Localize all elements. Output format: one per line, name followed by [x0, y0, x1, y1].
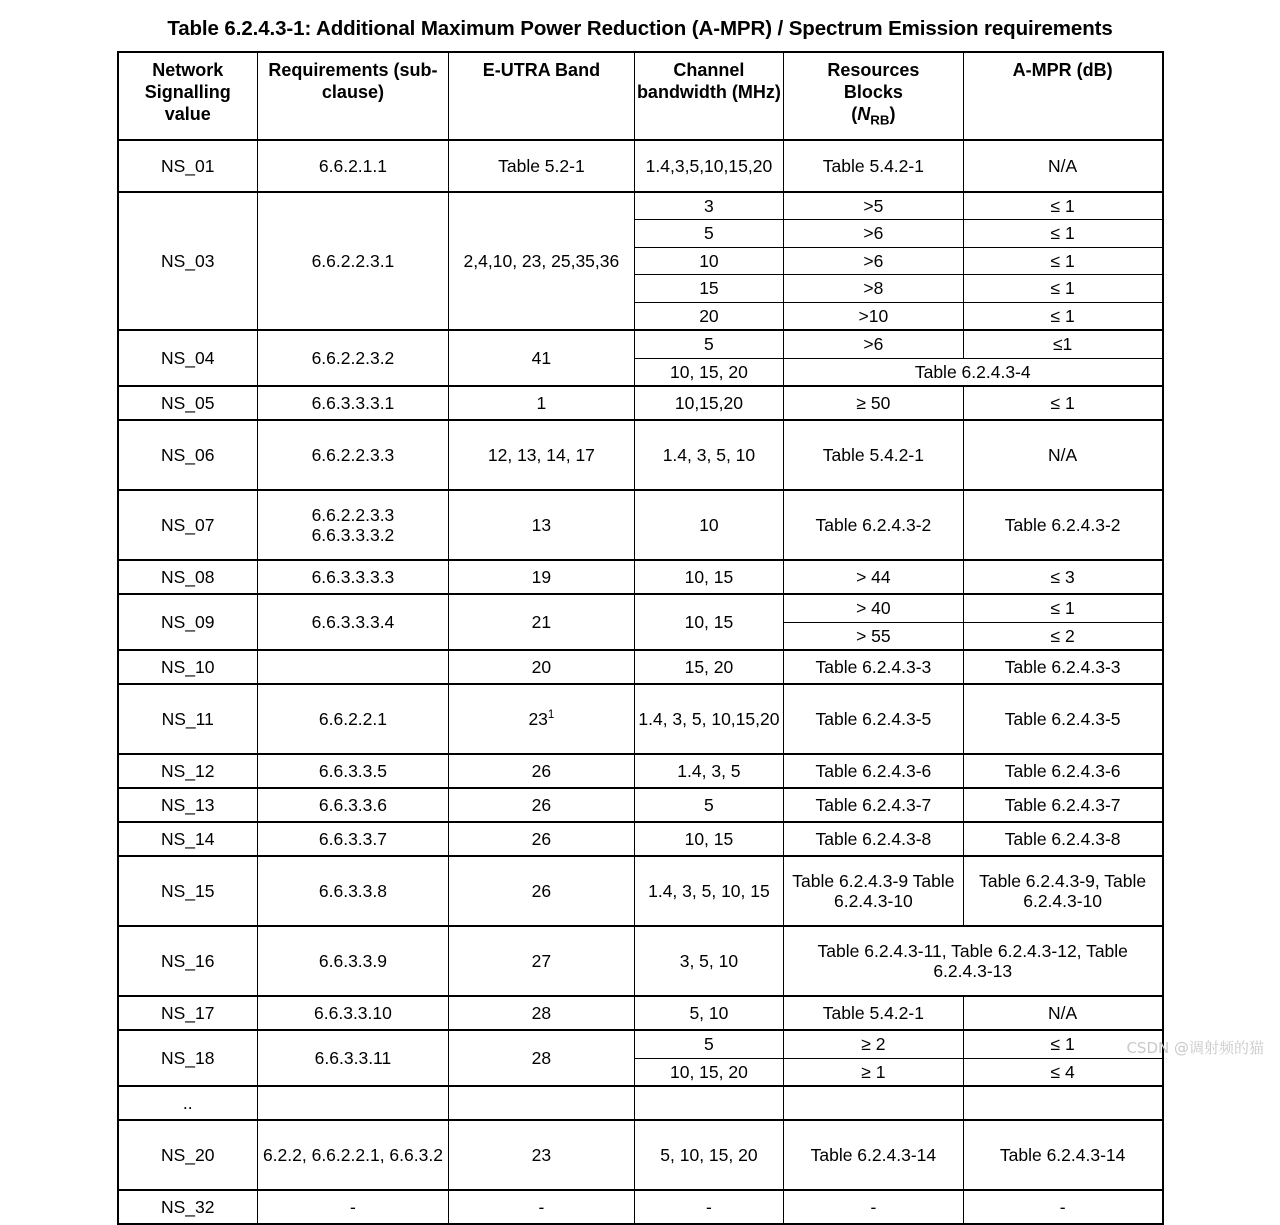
cell-eutra-band: 21	[448, 594, 634, 650]
cell-eutra-band: -	[448, 1190, 634, 1224]
table-caption: Table 6.2.4.3-1: Additional Maximum Power Reduction (A-MPR) / Spectrum Emission requirements	[167, 17, 1113, 40]
cell-requirements-subclause	[257, 650, 448, 684]
cell-channel-bandwidth: 5, 10	[634, 996, 783, 1030]
watermark: CSDN @调射频的猫	[1126, 1039, 1264, 1057]
cell-ampr: N/A	[963, 996, 1162, 1030]
cell-network-signalling-value: NS_06	[118, 420, 258, 490]
cell-network-signalling-value: NS_14	[118, 822, 258, 856]
cell-channel-bandwidth: 1.4, 3, 5	[634, 754, 783, 788]
table-row	[118, 788, 1163, 822]
cell-requirements-subclause: 6.6.3.3.11	[257, 1030, 448, 1086]
cell-resource-blocks: >6	[783, 247, 963, 274]
cell-ampr: ≤ 1	[963, 594, 1162, 622]
cell-eutra-band: 12, 13, 14, 17	[448, 420, 634, 490]
cell-channel-bandwidth: 1.4, 3, 5, 10	[634, 420, 783, 490]
cell-requirements-subclause: 6.2.2, 6.6.2.2.1, 6.6.3.2	[257, 1120, 448, 1190]
cell-requirements-subclause: 6.6.3.3.6	[257, 788, 448, 822]
cell-resource-blocks: >6	[783, 330, 963, 358]
cell-resource-blocks: > 40	[783, 594, 963, 622]
cell-network-signalling-value: NS_20	[118, 1120, 258, 1190]
cell-requirements-subclause	[257, 1086, 448, 1120]
cell-eutra-band: 13	[448, 490, 634, 560]
table-header	[118, 52, 1163, 140]
cell-resource-blocks: -	[783, 1190, 963, 1224]
cell-network-signalling-value: NS_18	[118, 1030, 258, 1086]
cell-requirements-subclause: 6.6.2.2.3.3	[257, 420, 448, 490]
resource-blocks-symbol: $(N_{RB})$	[851, 103, 896, 128]
cell-channel-bandwidth: -	[634, 1190, 783, 1224]
cell-ampr: ≤1	[963, 330, 1162, 358]
table-row	[118, 1030, 1163, 1058]
cell-channel-bandwidth: 10,15,20	[634, 386, 783, 420]
table-row	[118, 1190, 1163, 1224]
cell-eutra-band: 2,4,10, 23, 25,35,36	[448, 192, 634, 330]
cell-channel-bandwidth: 5	[634, 1030, 783, 1058]
header-row	[118, 52, 1163, 140]
table-row	[118, 822, 1163, 856]
cell-ampr: Table 6.2.4.3-6	[963, 754, 1162, 788]
cell-ampr: ≤ 1	[963, 275, 1162, 302]
table-row	[118, 926, 1163, 996]
table-body	[118, 140, 1163, 1224]
table-row	[118, 386, 1163, 420]
table-row	[118, 1120, 1163, 1190]
cell-resource-blocks: Table 5.4.2-1	[783, 140, 963, 192]
cell-eutra-band: 19	[448, 560, 634, 594]
cell-network-signalling-value: NS_07	[118, 490, 258, 560]
table-container	[117, 51, 1164, 1225]
cell-eutra-band: 23$^1$	[448, 684, 634, 754]
cell-requirements-subclause: 6.6.3.3.8	[257, 856, 448, 926]
cell-network-signalling-value: NS_17	[118, 996, 258, 1030]
cell-network-signalling-value: NS_32	[118, 1190, 258, 1224]
cell-resource-blocks: Table 6.2.4.3-14	[783, 1120, 963, 1190]
cell-network-signalling-value: ..	[118, 1086, 258, 1120]
cell-resource-blocks-ampr-merged: Table 6.2.4.3-4	[783, 358, 1162, 386]
resource-blocks-line2: Blocks	[843, 81, 903, 102]
cell-channel-bandwidth	[634, 1086, 783, 1120]
cell-resource-blocks: ≥ 50	[783, 386, 963, 420]
cell-eutra-band: 26	[448, 754, 634, 788]
cell-channel-bandwidth: 10, 15	[634, 594, 783, 650]
cell-resource-blocks: >6	[783, 220, 963, 247]
cell-eutra-band: 28	[448, 996, 634, 1030]
cell-requirements-subclause: 6.6.2.2.3.3 6.6.3.3.3.2	[257, 490, 448, 560]
table-row	[118, 420, 1163, 490]
cell-network-signalling-value: NS_13	[118, 788, 258, 822]
cell-eutra-band: 26	[448, 856, 634, 926]
cell-resource-blocks: Table 6.2.4.3-5	[783, 684, 963, 754]
cell-eutra-band: 26	[448, 788, 634, 822]
cell-requirements-subclause: 6.6.3.3.3.3	[257, 560, 448, 594]
cell-ampr: ≤ 4	[963, 1058, 1162, 1086]
cell-network-signalling-value: NS_11	[118, 684, 258, 754]
cell-channel-bandwidth: 20	[634, 302, 783, 330]
cell-channel-bandwidth: 10, 15, 20	[634, 1058, 783, 1086]
table-row	[118, 192, 1163, 220]
table-row	[118, 1086, 1163, 1120]
footnote-marker: 1	[547, 709, 555, 722]
cell-resource-blocks: Table 5.4.2-1	[783, 420, 963, 490]
cell-channel-bandwidth: 5	[634, 788, 783, 822]
cell-ampr: ≤ 1	[963, 386, 1162, 420]
cell-requirements-subclause: 6.6.3.3.3.4	[257, 594, 448, 650]
table-row	[118, 996, 1163, 1030]
cell-eutra-band	[448, 1086, 634, 1120]
cell-ampr: Table 6.2.4.3-3	[963, 650, 1162, 684]
cell-ampr: Table 6.2.4.3-8	[963, 822, 1162, 856]
cell-requirements-subclause: 6.6.2.2.3.2	[257, 330, 448, 386]
cell-resource-blocks: Table 6.2.4.3-2	[783, 490, 963, 560]
cell-resource-blocks: >5	[783, 192, 963, 220]
cell-resource-blocks	[783, 1086, 963, 1120]
cell-channel-bandwidth: 10, 15	[634, 822, 783, 856]
column-header-eutra-band: E-UTRA Band	[448, 52, 634, 140]
cell-network-signalling-value: NS_01	[118, 140, 258, 192]
cell-resource-blocks: ≥ 1	[783, 1058, 963, 1086]
cell-eutra-band: 28	[448, 1030, 634, 1086]
cell-resource-blocks-ampr-merged: Table 6.2.4.3-11, Table 6.2.4.3-12, Table 6.2.4.3-13	[783, 926, 1162, 996]
cell-ampr: Table 6.2.4.3-7	[963, 788, 1162, 822]
cell-resource-blocks: Table 6.2.4.3-8	[783, 822, 963, 856]
column-header-requirements: Requirements (sub-clause)	[257, 52, 448, 140]
cell-channel-bandwidth: 1.4, 3, 5, 10,15,20	[634, 684, 783, 754]
cell-channel-bandwidth: 15	[634, 275, 783, 302]
table-row	[118, 754, 1163, 788]
cell-resource-blocks: >8	[783, 275, 963, 302]
cell-network-signalling-value: NS_03	[118, 192, 258, 330]
cell-ampr: Table 6.2.4.3-14	[963, 1120, 1162, 1190]
cell-network-signalling-value: NS_12	[118, 754, 258, 788]
cell-channel-bandwidth: 10, 15	[634, 560, 783, 594]
ampr-requirements-table	[117, 51, 1164, 1225]
cell-eutra-band: 20	[448, 650, 634, 684]
cell-resource-blocks: Table 6.2.4.3-7	[783, 788, 963, 822]
cell-ampr: Table 6.2.4.3-9, Table 6.2.4.3-10	[963, 856, 1162, 926]
cell-channel-bandwidth: 3, 5, 10	[634, 926, 783, 996]
cell-ampr: ≤ 2	[963, 622, 1162, 650]
cell-eutra-band: 41	[448, 330, 634, 386]
cell-channel-bandwidth: 5	[634, 220, 783, 247]
cell-requirements-subclause: 6.6.3.3.5	[257, 754, 448, 788]
table-row	[118, 684, 1163, 754]
cell-channel-bandwidth: 5, 10, 15, 20	[634, 1120, 783, 1190]
cell-ampr: ≤ 1	[963, 302, 1162, 330]
cell-resource-blocks: ≥ 2	[783, 1030, 963, 1058]
cell-ampr: ≤ 1	[963, 1030, 1162, 1058]
cell-resource-blocks: Table 6.2.4.3-3	[783, 650, 963, 684]
cell-ampr: ≤ 1	[963, 220, 1162, 247]
resource-blocks-line1: Resources	[827, 60, 920, 80]
cell-requirements-subclause: 6.6.3.3.3.1	[257, 386, 448, 420]
cell-eutra-band: Table 5.2-1	[448, 140, 634, 192]
cell-network-signalling-value: NS_10	[118, 650, 258, 684]
table-row	[118, 140, 1163, 192]
cell-ampr	[963, 1086, 1162, 1120]
cell-channel-bandwidth: 1.4,3,5,10,15,20	[634, 140, 783, 192]
cell-ampr: ≤ 3	[963, 560, 1162, 594]
cell-network-signalling-value: NS_04	[118, 330, 258, 386]
cell-channel-bandwidth: 10	[634, 247, 783, 274]
column-header-channel-bandwidth: Channel bandwidth (MHz)	[634, 52, 783, 140]
cell-channel-bandwidth: 3	[634, 192, 783, 220]
cell-eutra-band: 23	[448, 1120, 634, 1190]
cell-network-signalling-value: NS_16	[118, 926, 258, 996]
cell-requirements-subclause: 6.6.2.2.3.1	[257, 192, 448, 330]
cell-channel-bandwidth: 5	[634, 330, 783, 358]
table-row	[118, 560, 1163, 594]
cell-network-signalling-value: NS_15	[118, 856, 258, 926]
cell-resource-blocks: > 55	[783, 622, 963, 650]
cell-channel-bandwidth: 15, 20	[634, 650, 783, 684]
cell-requirements-subclause: 6.6.3.3.10	[257, 996, 448, 1030]
cell-requirements-subclause: 6.6.3.3.9	[257, 926, 448, 996]
cell-network-signalling-value: NS_05	[118, 386, 258, 420]
cell-channel-bandwidth: 10, 15, 20	[634, 358, 783, 386]
cell-ampr: N/A	[963, 140, 1162, 192]
cell-eutra-band: 26	[448, 822, 634, 856]
cell-resource-blocks: Table 5.4.2-1	[783, 996, 963, 1030]
cell-eutra-band: 27	[448, 926, 634, 996]
cell-requirements-subclause: -	[257, 1190, 448, 1224]
cell-ampr: N/A	[963, 420, 1162, 490]
table-row	[118, 856, 1163, 926]
cell-resource-blocks: Table 6.2.4.3-9 Table 6.2.4.3-10	[783, 856, 963, 926]
cell-ampr: Table 6.2.4.3-5	[963, 684, 1162, 754]
cell-requirements-subclause: 6.6.2.2.1	[257, 684, 448, 754]
cell-requirements-subclause: 6.6.3.3.7	[257, 822, 448, 856]
cell-ampr: Table 6.2.4.3-2	[963, 490, 1162, 560]
table-row	[118, 330, 1163, 358]
table-row	[118, 490, 1163, 560]
cell-resource-blocks: > 44	[783, 560, 963, 594]
cell-ampr: ≤ 1	[963, 192, 1162, 220]
column-header-network-signalling-value: Network Signalling value	[118, 52, 258, 140]
column-header-ampr: A-MPR (dB)	[963, 52, 1162, 140]
cell-resource-blocks: Table 6.2.4.3-6	[783, 754, 963, 788]
cell-channel-bandwidth: 1.4, 3, 5, 10, 15	[634, 856, 783, 926]
table-row	[118, 650, 1163, 684]
column-header-resource-blocks	[783, 52, 963, 140]
cell-requirements-subclause: 6.6.2.1.1	[257, 140, 448, 192]
table-row	[118, 594, 1163, 622]
cell-resource-blocks: >10	[783, 302, 963, 330]
cell-channel-bandwidth: 10	[634, 490, 783, 560]
cell-eutra-band: 1	[448, 386, 634, 420]
cell-network-signalling-value: NS_09	[118, 594, 258, 650]
cell-ampr: -	[963, 1190, 1162, 1224]
cell-network-signalling-value: NS_08	[118, 560, 258, 594]
cell-ampr: ≤ 1	[963, 247, 1162, 274]
